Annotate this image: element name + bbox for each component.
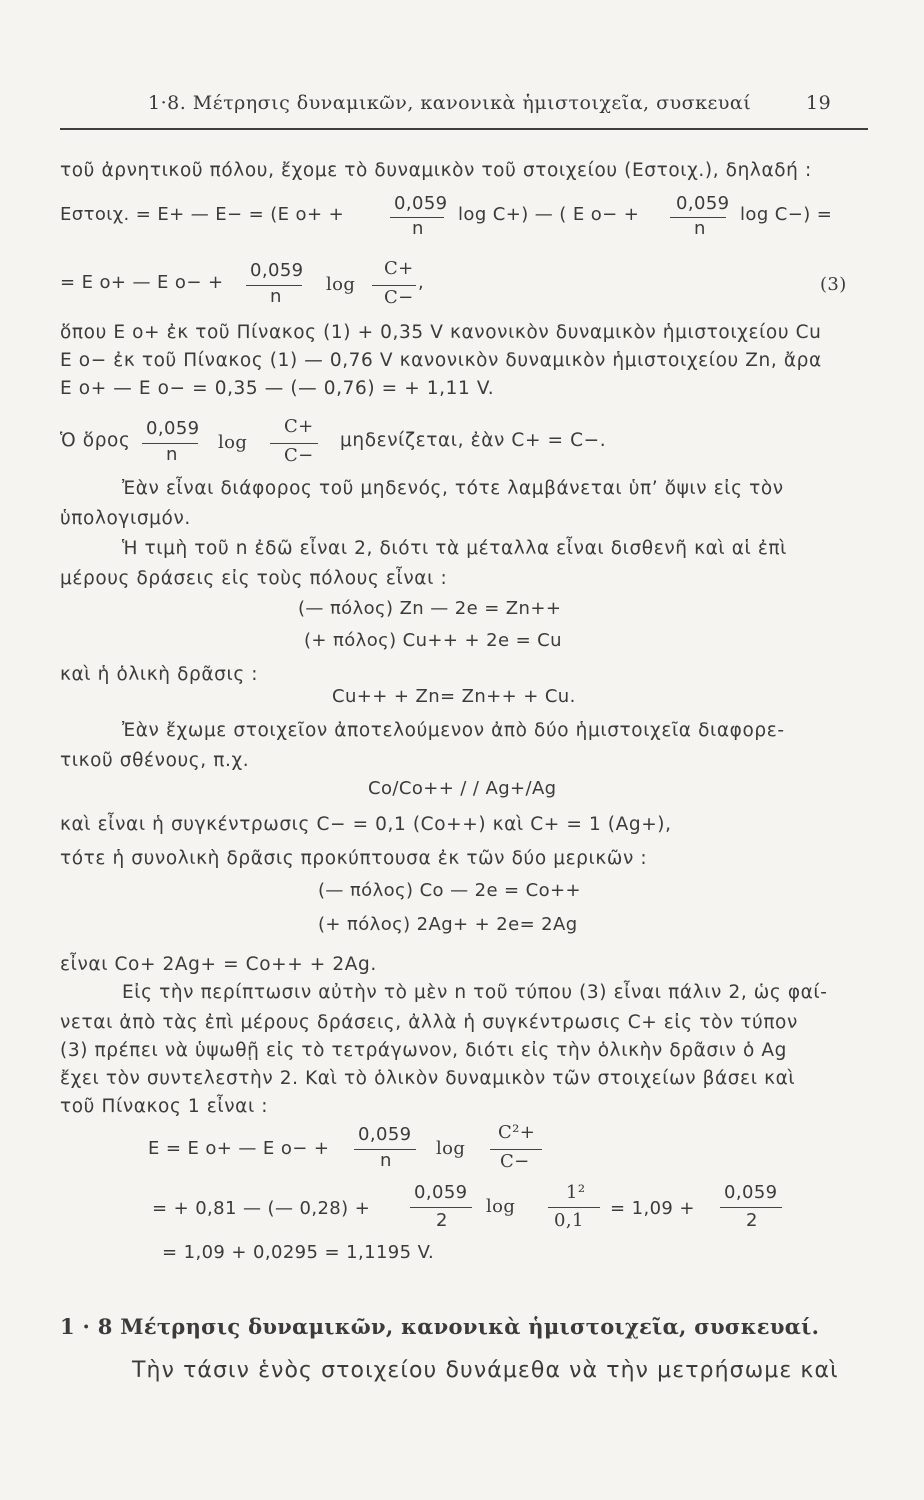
eq5-num2: 0,059 (724, 1182, 778, 1203)
section-heading: 1 · 8 Μέτρησις δυναμικῶν, κανονικὰ ἡμιστοιχεῖα, συσκευαί. (60, 1314, 820, 1339)
page-number: 19 (806, 92, 832, 114)
eq1-mid: log C+) — ( Ε o− + (458, 204, 640, 225)
eq3-fnum: C+ (284, 416, 314, 437)
running-header-title: 1·8. Μέτρησις δυναμικῶν, κανονικὰ ἡμιστοιχεῖα, συσκευαί (148, 92, 752, 114)
equation-6: = 1,09 + 0,0295 = 1,1195 V. (162, 1242, 435, 1263)
eq4-den: n (380, 1150, 392, 1171)
cell-notation: Co/Co++ / / Ag+/Ag (368, 778, 557, 799)
eq2-num: 0,059 (250, 260, 304, 281)
text-line: νεται ἀπὸ τὰς ἐπὶ μέρους δράσεις, ἀλλὰ ἡ συγκέντρωσις C+ εἰς τὸν τύπον (60, 1012, 798, 1033)
eq2-fnum: C+ (384, 258, 414, 279)
reaction-total: Cu++ + Zn= Zn++ + Cu. (332, 686, 576, 707)
eq3-num: 0,059 (146, 418, 200, 439)
reaction-total: εἶναι Co+ 2Ag+ = Co++ + 2Ag. (60, 954, 377, 975)
eq5-den2: 2 (746, 1210, 758, 1231)
eq1-num2: 0,059 (676, 193, 730, 214)
eq1-den1: n (412, 218, 424, 239)
eq1-end: log C−) = (740, 204, 833, 225)
reaction-line: (— πόλος) Zn — 2e = Zn++ (298, 598, 562, 619)
text-line: Ἐὰν εἶναι διάφορος τοῦ μηδενός, τότε λαμβάνεται ὑπ’ ὄψιν εἰς τὸν (122, 478, 784, 499)
eq3-fden: C− (284, 445, 314, 466)
eq4-fden: C− (500, 1151, 530, 1172)
eq5-fraction-bar (410, 1207, 472, 1208)
text-line: Εἰς τὴν περίπτωσιν αὐτὴν τὸ μὲν n τοῦ τύπου (3) εἶναι πάλιν 2, ὡς φαί- (122, 982, 828, 1003)
text-line: Ἐὰν ἔχωμε στοιχεῖον ἀποτελούμενον ἀπὸ δύο ἡμιστοιχεῖα διαφορε- (122, 720, 785, 741)
text-line: καὶ εἶναι ἡ συγκέντρωσις C− = 0,1 (Co++) καὶ C+ = 1 (Ag+), (60, 814, 672, 835)
eq3-pre: Ὁ ὅρος (60, 430, 131, 451)
eq2-fden: C− (384, 287, 414, 308)
eq5-fnum: 1² (566, 1182, 586, 1203)
eq3-fraction-bar-c (270, 443, 318, 444)
eq5-fraction-bar-2 (720, 1207, 782, 1208)
text-line: τικοῦ σθένους, π.χ. (60, 750, 250, 771)
eq4-num: 0,059 (358, 1124, 412, 1145)
reaction-line: (+ πόλος) 2Ag+ + 2e= 2Ag (318, 914, 578, 935)
eq1-num1: 0,059 (394, 193, 448, 214)
text-line: μέρους δράσεις εἰς τοὺς πόλους εἶναι : (60, 568, 448, 589)
eq2-log: log (326, 274, 356, 295)
equation-label: (3) (820, 274, 847, 295)
text-line: Ε o− ἐκ τοῦ Πίνακος (1) — 0,76 V κανονικὸν δυναμικὸν ἡμιστοιχείου Zn, ἄρα (60, 350, 822, 371)
eq5-lhs: = + 0,81 — (— 0,28) + (152, 1198, 371, 1219)
text-line: τοῦ ἀρνητικοῦ πόλου, ἔχομε τὸ δυναμικὸν τοῦ στοιχείου (Εστοιχ.), δηλαδή : (60, 160, 812, 181)
text-line: τοῦ Πίνακος 1 εἶναι : (60, 1096, 269, 1117)
eq2-lhs: = Ε o+ — Ε o− + (60, 272, 224, 293)
eq5-num: 0,059 (414, 1182, 468, 1203)
eq5-fden: 0,1 (554, 1210, 584, 1231)
eq1-lhs: Εστοιχ. = Ε+ — Ε− = (Ε o+ + (60, 204, 345, 225)
eq2-den: n (270, 286, 282, 307)
eq3-den: n (166, 444, 178, 465)
eq1-den2: n (694, 218, 706, 239)
eq3-post: μηδενίζεται, ἐὰν C+ = C−. (340, 430, 607, 451)
eq5-fraction-bar-c (548, 1207, 600, 1208)
eq2-comma: , (418, 272, 425, 293)
eq4-fraction-bar-c (490, 1149, 542, 1150)
text-line: Τὴν τάσιν ἑνὸς στοιχείου δυνάμεθα νὰ τὴν μετρήσωμε καὶ (132, 1358, 839, 1383)
text-line: Ε o+ — Ε o− = 0,35 — (— 0,76) = + 1,11 V. (60, 378, 495, 399)
text-line: Ἡ τιμὴ τοῦ n ἐδῶ εἶναι 2, διότι τὰ μέταλλα εἶναι δισθενῆ καὶ αἱ ἐπὶ (122, 538, 788, 559)
eq4-log: log (436, 1138, 466, 1159)
eq5-mid: = 1,09 + (610, 1198, 695, 1219)
text-line: (3) πρέπει νὰ ὑψωθῇ εἰς τὸ τετράγωνον, διότι εἰς τὴν ὁλικὴν δρᾶσιν ὁ Ag (60, 1040, 787, 1061)
eq4-fnum: C²+ (498, 1122, 536, 1143)
eq3-log: log (218, 432, 248, 453)
text-line: ὅπου Ε o+ ἐκ τοῦ Πίνακος (1) + 0,35 V κανονικὸν δυναμικὸν ἡμιστοιχείου Cu (60, 322, 822, 343)
text-line: ἔχει τὸν συντελεστὴν 2. Καὶ τὸ ὁλικὸν δυναμικὸν τῶν στοιχείων βάσει καὶ (60, 1068, 796, 1089)
header-rule (60, 128, 868, 130)
reaction-line: (— πόλος) Co — 2e = Co++ (318, 880, 581, 901)
eq4-lhs: E = Ε o+ — Ε o− + (148, 1138, 330, 1159)
eq2-fraction-bar-c (372, 285, 416, 286)
reaction-line: (+ πόλος) Cu++ + 2e = Cu (304, 630, 562, 651)
text-line: τότε ἡ συνολικὴ δρᾶσις προκύπτουσα ἐκ τῶν δύο μερικῶν : (60, 848, 648, 869)
text-line: ὑπολογισμόν. (60, 508, 191, 529)
eq5-den: 2 (436, 1210, 448, 1231)
eq5-log: log (486, 1196, 516, 1217)
text-line: καὶ ἡ ὁλικὴ δρᾶσις : (60, 664, 259, 685)
